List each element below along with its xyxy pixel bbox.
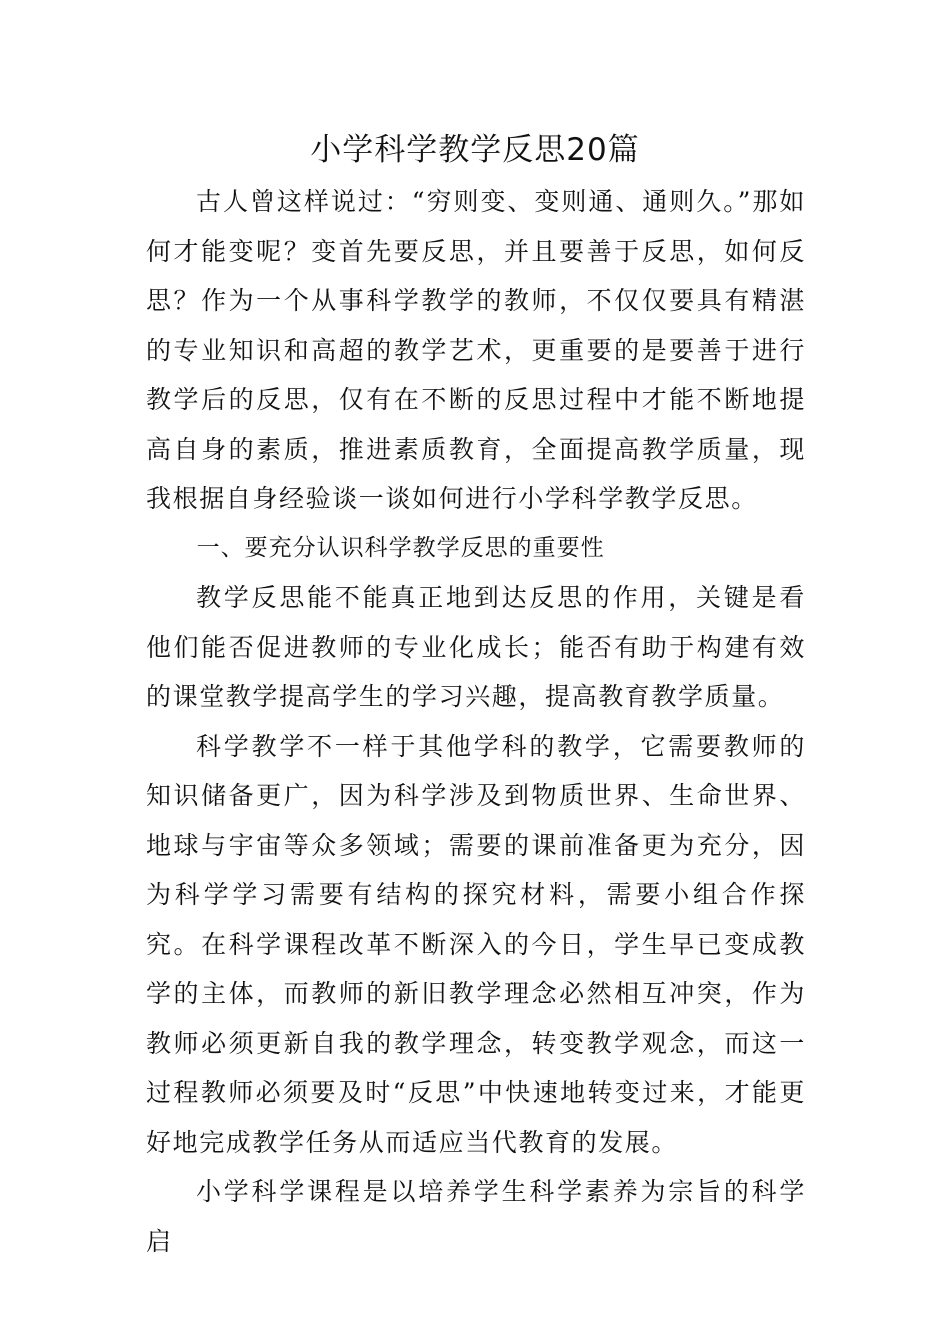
paragraph: 科学教学不一样于其他学科的教学，它需要教师的知识储备更广，因为科学涉及到物质世界、生命世界、地球与宇宙等众多领域；需要的课前准备更为充分，因为科学学习需要有结构的探究材料，需要小组合作探究。在科学课程改革不断深入的今日，学生早已变成教学的主体，而教师的新旧教学理念必然相互冲突，作为教师必须更新自我的教学理念，转变教学观念，而这一过程教师必须要及时“反思”中快速地转变过来，才能更好地完成教学任务从而适应当代教育的发展。 — [146, 731, 806, 1157]
paragraph-intro: 古人曾这样说过：“穷则变、变则通、通则久。”那如何才能变呢？变首先要反思，并且要善于反思，如何反思？作为一个从事科学教学的教师，不仅仅要具有精湛的专业知识和高超的教学艺术，更重要的是要善于进行教学后的反思，仅有在不断的反思过程中才能不断地提高自身的素质，推进素质教育，全面提高教学质量，现我根据自身经验谈一谈如何进行小学科学教学反思。 — [146, 187, 806, 513]
paragraph: 教学反思能不能真正地到达反思的作用，关键是看他们能否促进教师的专业化成长；能否有助于构建有效的课堂教学提高学生的学习兴趣，提高教育教学质量。 — [146, 583, 806, 711]
document-title: 小学科学教学反思20篇 — [310, 132, 640, 168]
section-heading: 一、要充分认识科学教学反思的重要性 — [196, 534, 605, 561]
document-body — [146, 177, 806, 1266]
paragraph: 小学科学课程是以培养学生科学素养为宗旨的科学启 — [146, 1177, 806, 1256]
